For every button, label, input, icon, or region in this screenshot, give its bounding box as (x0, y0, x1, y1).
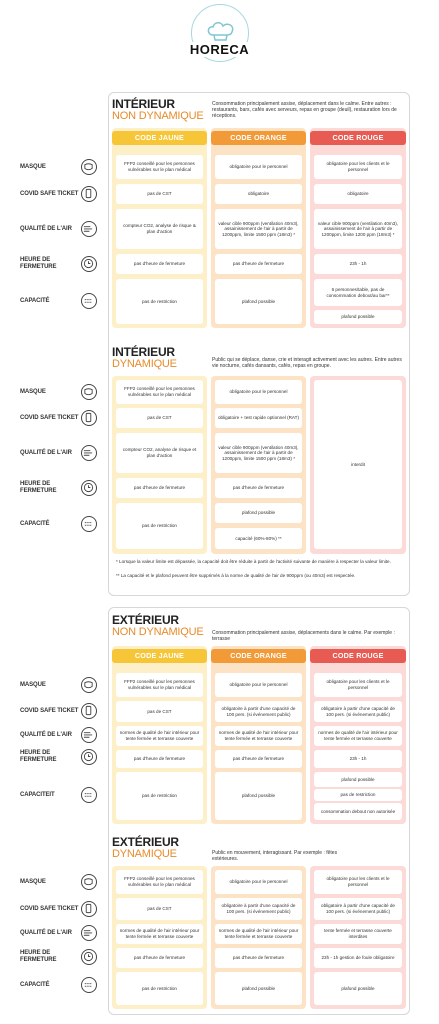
header-code-jaune: CODE JAUNE (112, 131, 207, 145)
section-description: Consommation principalement assise, déplacement dans le calme. Entre autres : restaurants, bars, cafés avec serveurs, repas en groupe (deuil), restauration lors de réceptions. (212, 101, 397, 119)
section-subtitle: NON DYNAMIQUE (112, 110, 204, 122)
cell-heure-jaune: pas d'heure de fermeture (116, 750, 203, 768)
cell-cst-orange: obligatoire + test rapide optionnel (RAT) (215, 408, 302, 428)
cell-air-jaune: normes de qualité de l'air intérieur pour tente fermée et terrasse couverte (116, 924, 203, 944)
cell-heure-rouge: 23h - 1h gestion de foule obligatoire (314, 948, 402, 968)
cell-masque-rouge: obligatoire pour les clients et le personnel (314, 870, 402, 894)
cell-heure-jaune: pas d'heure de fermeture (116, 254, 203, 274)
cell-heure-jaune: pas d'heure de fermeture (116, 478, 203, 498)
people-icon (81, 787, 97, 803)
cell-capacite-orange-1: plafond possible (215, 503, 302, 523)
cell-cst-orange: obligatoire (215, 184, 302, 204)
mask-icon (81, 874, 97, 890)
cell-air-orange: normes de qualité de l'air intérieur pour tente fermée et terrasse couverte (215, 726, 302, 746)
cell-masque-orange: obligatoire pour le personnel (215, 673, 302, 697)
header-code-orange: CODE ORANGE (211, 131, 306, 145)
cell-capacite-orange-2: capacité (60%-80%) ** (215, 528, 302, 549)
clock-icon (81, 480, 97, 496)
cell-air-orange: valeur cible 900ppm (ventilation 40m3), assainissement de l'air à partir de 1200ppm, limite 1500 ppm (18m3) * (215, 433, 302, 473)
phone-ticket-icon (81, 901, 97, 917)
cell-capacite-orange: plafond possible (215, 279, 302, 324)
section-subtitle: DYNAMIQUE (112, 848, 177, 860)
cell-masque-jaune: FFP2 conseillé pour les personnes vulnérables sur le plan médical (116, 155, 203, 179)
air-quality-icon (81, 925, 97, 941)
row-label-capacite: CAPACITÉ (20, 298, 50, 304)
cell-masque-orange: obligatoire pour le personnel (215, 380, 302, 404)
air-quality-icon (81, 221, 97, 237)
mask-icon (81, 677, 97, 693)
section-subtitle: DYNAMIQUE (112, 358, 177, 370)
section-title: INTÉRIEUR (112, 345, 175, 359)
header-code-jaune: CODE JAUNE (112, 649, 207, 663)
cell-heure-rouge: 23h - 1h (314, 254, 402, 274)
cell-cst-rouge: obligatoire à partir d'une capacité de 100 pers. (si événement public) (314, 898, 402, 920)
clock-icon (81, 749, 97, 765)
cell-heure-jaune: pas d'heure de fermeture (116, 948, 203, 968)
row-label-heure: HEURE DE FERMETURE (20, 257, 57, 270)
cell-capacite-rouge-1: 6 personnes/table, pas de consommation debout/au bar** (314, 279, 402, 306)
cell-capacite-orange: plafond possible (215, 972, 302, 1005)
cell-cst-orange: obligatoire à partir d'une capacité de 100 pers. (si événement public) (215, 701, 302, 722)
cell-air-rouge: normes de qualité de l'air intérieur pour tente fermée et terrasse couverte (314, 726, 402, 746)
cell-capacite-rouge-2: plafond possible (314, 310, 402, 324)
row-label-masque: MASQUE (20, 389, 46, 395)
row-label-masque: MASQUE (20, 682, 46, 688)
cell-heure-rouge: 23h - 1h (314, 750, 402, 768)
row-label-heure: HEURE DE FERMETURE (20, 481, 57, 494)
row-label-masque: MASQUE (20, 164, 46, 170)
cell-capacite-jaune: pas de restriction (116, 503, 203, 549)
section-description: Public qui se déplace, danse, crie et interagit activement avec les autres. Entre autres vie nocturne, cafés dansants, cafés, repas en groupe. (212, 357, 402, 369)
cell-capacite-orange: plafond possible (215, 772, 302, 820)
air-quality-icon (81, 445, 97, 461)
mask-icon (81, 159, 97, 175)
phone-ticket-icon (81, 186, 97, 202)
cell-rouge-interdit: interdit (314, 380, 402, 549)
phone-ticket-icon (81, 410, 97, 426)
row-label-capacite: CAPACITÉ (20, 982, 50, 988)
cell-cst-jaune: pas de CST (116, 184, 203, 204)
row-label-capacite: CAPACITÉ (20, 521, 50, 527)
section-description: Consommation principalement assise, déplacements dans le calme. Par exemple : terrasse (212, 630, 395, 642)
horeca-logo (160, 4, 280, 62)
cell-air-orange: normes de qualité de l'air intérieur pour tente fermée et terrasse couverte (215, 924, 302, 944)
cell-capacite-jaune: pas de restriction (116, 279, 203, 324)
footnote-1: * Lorsque la valeur limite est dépassée, la capacité doit être réduite à partir de l'activité suivante de manière à respecter la valeur limite. (116, 559, 391, 564)
cell-masque-rouge: obligatoire pour les clients et le personnel (314, 155, 402, 179)
cell-capacite-rouge-2: pas de restriction (314, 789, 402, 801)
cell-air-jaune: compteur CO2, analyse de risque & plan d'action (116, 209, 203, 249)
cell-air-jaune: compteur CO2, analyse de risque et plan d'action (116, 433, 203, 473)
cell-capacite-rouge-1: plafond possible (314, 772, 402, 787)
row-label-heure: HEURE DE FERMETURE (20, 750, 57, 763)
cell-heure-orange: pas d'heure de fermeture (215, 750, 302, 768)
cell-masque-orange: obligatoire pour le personnel (215, 155, 302, 179)
people-icon (81, 977, 97, 993)
footnote-2: ** La capacité et le plafond peuvent être supprimés à la norme de qualité de l'air de 900ppm (ou 40m3) est respectée. (116, 573, 356, 578)
row-label-masque: MASQUE (20, 879, 46, 885)
cell-air-orange: valeur cible 900ppm (ventilation 40m3), assainissement de l'air à partir de 1200ppm, limite 1500 ppm (18m3) * (215, 209, 302, 249)
row-label-cst: COVID SAFE TICKET (20, 708, 79, 714)
header-code-rouge: CODE ROUGE (310, 649, 406, 663)
cell-cst-rouge: obligatoire à partir d'une capacité de 100 pers. (si événement public) (314, 701, 402, 722)
cell-capacite-rouge: plafond possible (314, 972, 402, 1005)
cell-masque-jaune: FFP2 conseillé pour les personnes vulnérables sur le plan médical (116, 870, 203, 894)
cell-capacite-jaune: pas de restriction (116, 772, 203, 820)
row-label-capaciteit: CAPACITEIT (20, 792, 55, 798)
row-label-air: QUALITÉ DE L'AIR (20, 450, 72, 456)
clock-icon (81, 949, 97, 965)
cell-masque-rouge: obligatoire pour les clients et le personnel (314, 673, 402, 697)
people-icon (81, 516, 97, 532)
cell-heure-orange: pas d'heure de fermeture (215, 948, 302, 968)
row-label-air: QUALITÉ DE L'AIR (20, 930, 72, 936)
cell-masque-orange: obligatoire pour le personnel (215, 870, 302, 894)
section-subtitle: NON DYNAMIQUE (112, 626, 204, 638)
air-quality-icon (81, 727, 97, 743)
section-description: Public en mouvement, interagissant. Par exemple : fêtes extérieures. (212, 850, 338, 862)
cell-cst-rouge: obligatoire (314, 184, 402, 204)
mask-icon (81, 384, 97, 400)
chef-hat-icon (204, 21, 238, 43)
header-code-orange: CODE ORANGE (211, 649, 306, 663)
cell-cst-jaune: pas de CST (116, 701, 203, 722)
row-label-cst: COVID SAFE TICKET (20, 906, 79, 912)
people-icon (81, 293, 97, 309)
cell-masque-jaune: FFP2 conseillé pour les personnes vulnérables sur le plan médical (116, 380, 203, 404)
cell-masque-jaune: FFP2 conseillé pour les personnes vulnérables sur le plan médical (116, 673, 203, 697)
row-label-cst: COVID SAFE TICKET (20, 415, 79, 421)
cell-air-jaune: normes de qualité de l'air intérieur pour tente fermée et terrasse couverte (116, 726, 203, 746)
cell-capacite-rouge-3: consommation debout non autorisée (314, 803, 402, 820)
row-label-air: QUALITÉ DE L'AIR (20, 732, 72, 738)
row-label-air: QUALITÉ DE L'AIR (20, 226, 72, 232)
cell-heure-orange: pas d'heure de fermeture (215, 254, 302, 274)
cell-cst-orange: obligatoire à partir d'une capacité de 100 pers. (si événement public) (215, 898, 302, 920)
cell-capacite-jaune: pas de restriction (116, 972, 203, 1005)
section-title: EXTÉRIEUR (112, 835, 179, 849)
cell-cst-jaune: pas de CST (116, 408, 203, 428)
logo-title: HORECA (160, 42, 280, 57)
phone-ticket-icon (81, 703, 97, 719)
cell-cst-jaune: pas de CST (116, 898, 203, 920)
clock-icon (81, 256, 97, 272)
cell-air-rouge: valeur cible 900ppm (ventilation 40m3), assainissement de l'air à partir de 1200ppm, limite 1200 ppm (18m3) * (314, 209, 402, 249)
row-label-cst: COVID SAFE TICKET (20, 191, 79, 197)
cell-heure-orange: pas d'heure de fermeture (215, 478, 302, 498)
row-label-heure: HEURE DE FERMETURE (20, 950, 57, 963)
section-title: INTÉRIEUR (112, 97, 175, 111)
header-code-rouge: CODE ROUGE (310, 131, 406, 145)
cell-air-rouge: tente fermée et terrasse couverte interdites (314, 924, 402, 944)
section-title: EXTÉRIEUR (112, 613, 179, 627)
